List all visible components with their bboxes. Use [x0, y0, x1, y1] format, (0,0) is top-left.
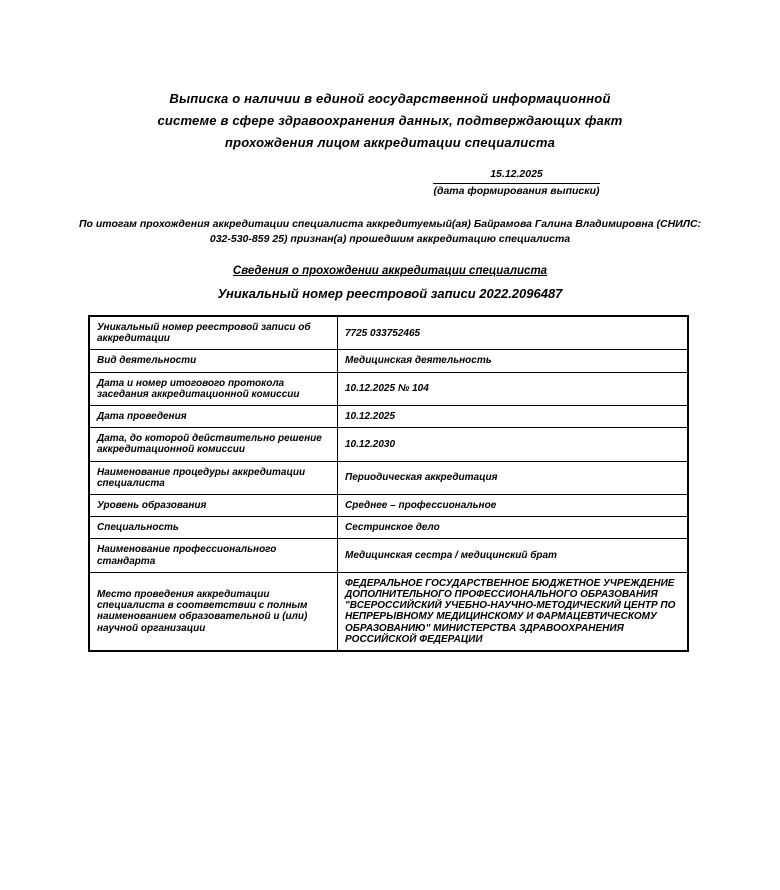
row-value-cell: Сестринское дело — [338, 517, 689, 539]
row-label-cell: Дата и номер итогового протокола заседания аккредитационной комиссии — [89, 372, 338, 405]
row-label-cell: Уровень образования — [89, 495, 338, 517]
table-row — [89, 461, 688, 494]
row-value-cell: 10.12.2025 — [338, 406, 689, 428]
row-value-cell: Медицинская сестра / медицинский брат — [338, 539, 689, 572]
intro-paragraph — [0, 217, 780, 247]
table-row — [89, 572, 688, 651]
extract-date: 15.12.2025 — [433, 168, 600, 184]
table-row — [89, 372, 688, 405]
document-title — [0, 88, 780, 154]
intro-paragraph-line: По итогам прохождения аккредитации специалиста аккредитуемый(ая) Байрамова Галина Владимировна (СНИЛС: — [78, 218, 702, 230]
row-label-cell: Дата проведения — [89, 406, 338, 428]
intro-paragraph-line: 032-530-859 25) признан(а) прошедшим аккредитацию специалиста — [209, 233, 571, 245]
row-value-cell: Периодическая аккредитация — [338, 461, 689, 494]
document-title-line: Выписка о наличии в единой государственной информационной — [169, 91, 611, 106]
registry-number-heading: Уникальный номер реестровой записи 2022.2096487 — [217, 286, 563, 301]
row-value-cell: 7725 033752465 — [338, 316, 689, 350]
accreditation-table — [88, 315, 689, 652]
row-value-cell: Медицинская деятельность — [338, 350, 689, 372]
row-label-cell: Наименование процедуры аккредитации специалиста — [89, 461, 338, 494]
extract-date-block — [433, 168, 600, 197]
section-heading: Сведения о прохождении аккредитации специалиста — [232, 265, 548, 277]
document-title-line: прохождения лицом аккредитации специалиста — [224, 135, 556, 150]
extract-date-caption: (дата формирования выписки) — [433, 185, 600, 197]
row-label-cell: Вид деятельности — [89, 350, 338, 372]
row-label-cell: Специальность — [89, 517, 338, 539]
document-title-line: системе в сфере здравоохранения данных, подтверждающих факт — [157, 113, 623, 128]
table-row — [89, 406, 688, 428]
table-row — [89, 350, 688, 372]
row-label-cell: Наименование профессионального стандарта — [89, 539, 338, 572]
row-value-cell: ФЕДЕРАЛЬНОЕ ГОСУДАРСТВЕННОЕ БЮДЖЕТНОЕ УЧРЕЖДЕНИЕ ДОПОЛНИТЕЛЬНОГО ПРОФЕССИОНАЛЬНОГО ОБРАЗОВАНИЯ "ВСЕРОССИЙСКИЙ УЧЕБНО-НАУЧНО-МЕТОДИЧЕСКИЙ ЦЕНТР ПО НЕПРЕРЫВНОМУ МЕДИЦИНСКОМУ И ФАРМАЦЕВТИЧЕСКОМУ ОБРАЗОВАНИЮ" МИНИСТЕРСТВА ЗДРАВООХРАНЕНИЯ РОССИЙСКОЙ ФЕДЕРАЦИИ — [338, 572, 689, 651]
table-row — [89, 517, 688, 539]
table-row — [89, 428, 688, 461]
table-row — [89, 316, 688, 350]
row-label-cell: Дата, до которой действительно решение аккредитационной комиссии — [89, 428, 338, 461]
table-row — [89, 539, 688, 572]
row-label-cell: Уникальный номер реестровой записи об аккредитации — [89, 316, 338, 350]
row-value-cell: 10.12.2025 № 104 — [338, 372, 689, 405]
row-value-cell: Среднее – профессиональное — [338, 495, 689, 517]
table-row — [89, 495, 688, 517]
row-value-cell: 10.12.2030 — [338, 428, 689, 461]
row-label-cell: Место проведения аккредитации специалиста в соответствии с полным наименованием образовательной и (или) научной организации — [89, 572, 338, 651]
